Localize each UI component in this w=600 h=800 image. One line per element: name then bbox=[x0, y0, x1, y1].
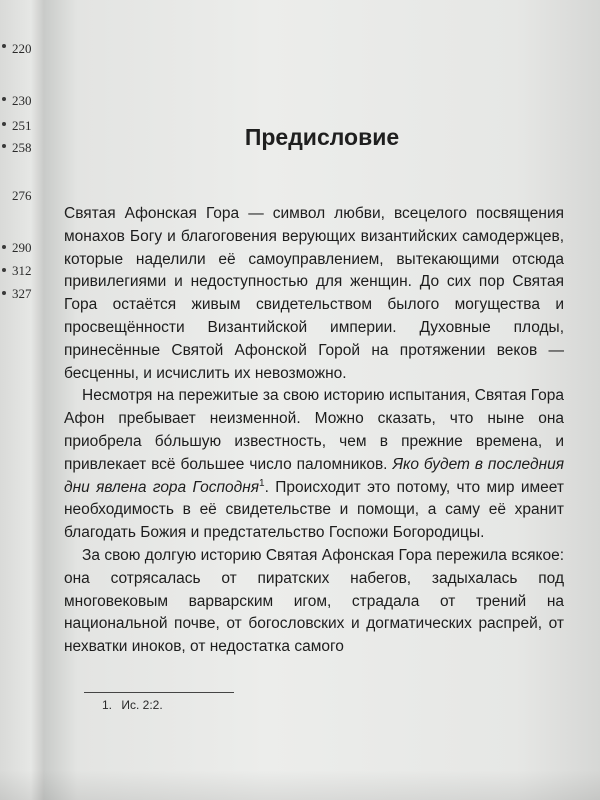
paragraph-3: За свою долгую историю Святая Афонская Гора пережила всякое: она сотрясалась от пиратских набегов, задыхалась под многовековым варварским игом, страдала от трений на национальной почве, от богословских и догматических распрей, от нехватки иноков, от недостатка самого bbox=[64, 546, 564, 656]
facing-page-edge bbox=[0, 0, 44, 800]
toc-page-number: 312 bbox=[12, 263, 32, 278]
paragraph-2 bbox=[64, 385, 564, 545]
toc-page-number: 251 bbox=[12, 118, 32, 133]
toc-leader-dot bbox=[2, 291, 6, 295]
toc-page-number: 258 bbox=[12, 140, 32, 155]
toc-leader-dot bbox=[2, 97, 6, 101]
toc-leader-dot bbox=[2, 44, 6, 48]
paragraph-2-text-before: Несмотря на пережитые за свою историю испытания, Святая Гора Афон пребывает неизменной. Можно сказать, что ныне она приобрела бóльшую известность, чем в прежние времена, и привлекает всё большее число паломников. bbox=[64, 387, 564, 473]
scripture-quote: Яко будет в последния дни явлена гора Господня bbox=[64, 455, 564, 496]
toc-page-number: 276 bbox=[12, 188, 32, 203]
paragraph-1: Святая Афонская Гора — символ любви, всецелого посвящения монахов Богу и благоговения верующих византийских самодержцев, которые наделили её самоуправлением, вытекающими отсюда привилегиями и недоступностью для женщин. До сих пор Святая Гора остаётся живым свидетельством былого могущества и просвещённости Византийской империи. Духовные плоды, принесённые Святой Афонской Горой на протяжении веков — бесценны, и исчислить их невозможно. bbox=[64, 205, 564, 382]
footnote-reference[interactable]: 1 bbox=[259, 477, 265, 489]
chapter-heading: Предисловие bbox=[244, 124, 400, 150]
toc-leader-dot bbox=[2, 122, 6, 126]
body-text bbox=[64, 203, 564, 659]
footnote-number: 1. bbox=[102, 698, 113, 712]
toc-leader-dot bbox=[2, 144, 6, 148]
toc-page-number: 230 bbox=[12, 93, 32, 108]
toc-page-number: 290 bbox=[12, 240, 32, 255]
footnote-divider bbox=[84, 692, 234, 693]
book-page bbox=[44, 0, 600, 800]
paragraph-2-text-after: . Происходит это потому, что мир имеет необходимость в её свидетельстве и помощи, а саму её хранит благодать Божия и предстательство Госпожи Богородицы. bbox=[64, 478, 564, 542]
footnote-text: Ис. 2:2. bbox=[121, 698, 163, 712]
toc-leader-dot bbox=[2, 245, 6, 249]
toc-leader-dot bbox=[2, 268, 6, 272]
toc-page-number: 327 bbox=[12, 286, 32, 301]
toc-page-number: 220 bbox=[12, 41, 32, 56]
footnote bbox=[102, 698, 163, 712]
